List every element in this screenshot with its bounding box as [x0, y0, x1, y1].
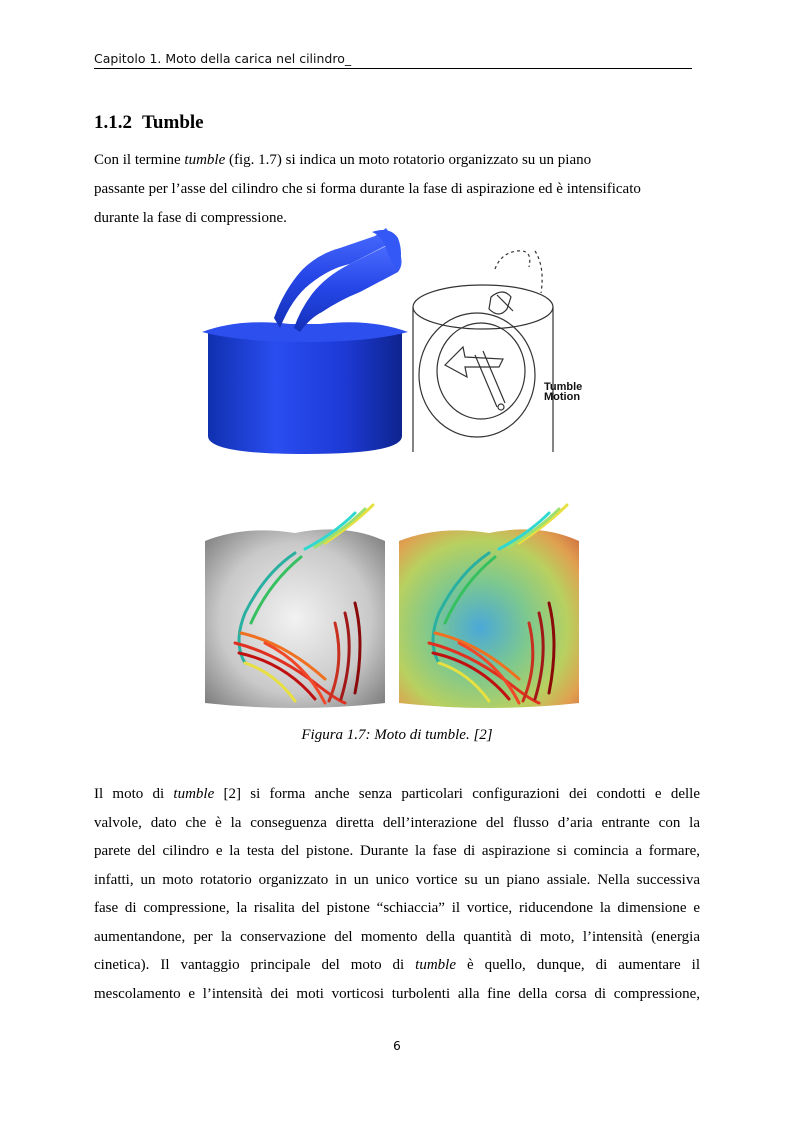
body-line-4: infatti, un moto rotatorio organizzato in un unico vortice su un piano assiale. Nella successiva [94, 871, 700, 888]
tumble-label-line2: Motion [544, 391, 581, 403]
cfd-streamlines-image [205, 503, 385, 713]
intro-line-1: Con il termine tumble (fig. 1.7) si indica un moto rotatorio organizzato su un piano [94, 152, 592, 168]
body-line-1: Il moto di tumble [2] si forma anche senza particolari configurazioni dei condotti e delle [94, 786, 700, 802]
body-line-7: cinetica). Il vantaggio principale del moto di tumble è quello, dunque, di aumentare il [94, 957, 700, 973]
term-tumble: tumble [415, 957, 456, 973]
body-line-6: aumentandone, per la conservazione del momento della quantità di moto, l’intensità (energia [94, 928, 700, 945]
term-tumble: tumble [173, 786, 215, 802]
intro-line-2: passante per l’asse del cilindro che si forma durante la fase di aspirazione ed è intensificato [94, 181, 641, 197]
body-line-8: mescolamento e l’intensità dei moti vorticosi turbolenti alla fine della corsa di compressione, [94, 985, 700, 1002]
body-line-2: valvole, dato che è la conseguenza diretta dell’interazione del flusso d’aria entrante con la [94, 814, 700, 831]
intro-line-3: durante la fase di compressione. [94, 210, 287, 226]
section-number: 1.1.2 [94, 112, 132, 133]
tumble-label-line1: Tumble [544, 381, 583, 393]
running-header [94, 48, 692, 69]
page-number: 6 [393, 1039, 401, 1053]
body-paragraph [94, 780, 700, 1008]
cad-cylinder-image [200, 226, 410, 456]
figure-caption: Figura 1.7: Moto di tumble. [2] [301, 727, 493, 743]
running-header-text: Capitolo 1. Moto della carica nel cilindro_ [94, 51, 352, 66]
term-tumble: tumble [184, 152, 226, 168]
section-heading [94, 112, 204, 134]
body-line-3: parete del cilindro e la testa del pistone. Durante la fase di aspirazione si comincia a formare, [94, 843, 700, 859]
intro-paragraph [94, 146, 704, 233]
body-line-5: fase di compressione, la risalita del pistone “schiaccia” il vortice, riducendone la dimensione e [94, 900, 700, 916]
tumble-motion-diagram [405, 247, 600, 459]
cfd-velocity-field-image [399, 503, 579, 713]
section-title: Tumble [142, 112, 204, 133]
